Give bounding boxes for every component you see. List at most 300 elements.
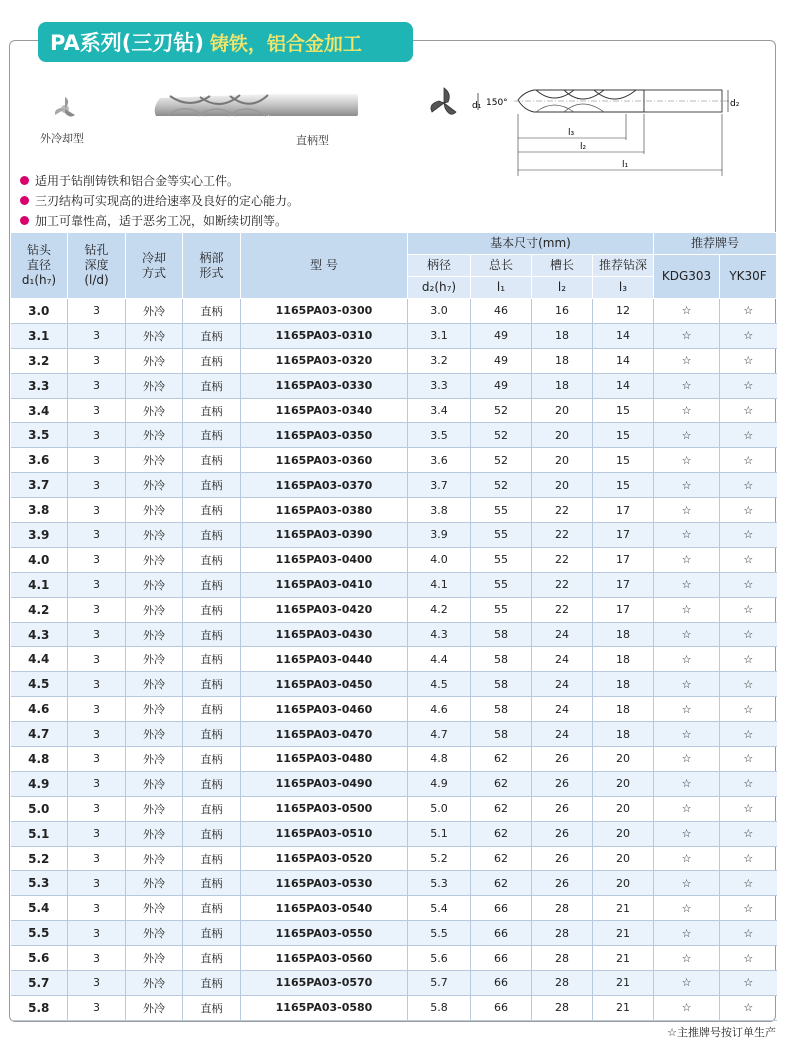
table-row bbox=[11, 448, 777, 473]
depth-cell: 3 bbox=[68, 622, 126, 647]
model-cell: 1165PA03-0400 bbox=[241, 547, 408, 572]
l1-cell: 58 bbox=[471, 722, 532, 747]
shank-dia-cell: 5.5 bbox=[408, 921, 471, 946]
l3-label: l₃ bbox=[568, 128, 575, 138]
shank-type-cell: 直柄 bbox=[183, 473, 241, 498]
l3-cell: 14 bbox=[593, 373, 654, 398]
grade2-cell: ☆ bbox=[720, 871, 777, 896]
model-cell: 1165PA03-0350 bbox=[241, 423, 408, 448]
table-row bbox=[11, 871, 777, 896]
l1-cell: 62 bbox=[471, 871, 532, 896]
table-row bbox=[11, 423, 777, 448]
l2-cell: 26 bbox=[532, 871, 593, 896]
model-cell: 1165PA03-0320 bbox=[241, 348, 408, 373]
table-row bbox=[11, 299, 777, 324]
l3-cell: 18 bbox=[593, 622, 654, 647]
shank-dia-cell: 5.7 bbox=[408, 971, 471, 996]
l1-cell: 66 bbox=[471, 971, 532, 996]
d1-cell: 3.6 bbox=[11, 448, 68, 473]
grade2-cell: ☆ bbox=[720, 622, 777, 647]
l2-cell: 28 bbox=[532, 971, 593, 996]
grade1-cell: ☆ bbox=[654, 473, 720, 498]
shank-type-cell: 直柄 bbox=[183, 896, 241, 921]
l2-cell: 18 bbox=[532, 348, 593, 373]
d1-cell: 4.2 bbox=[11, 597, 68, 622]
feature-item: 三刃结构可实现高的进给速率及良好的定心能力。 bbox=[20, 190, 299, 210]
l1-cell: 58 bbox=[471, 622, 532, 647]
shank-dia-cell: 5.4 bbox=[408, 896, 471, 921]
col-header-l2-sym: l₂ bbox=[532, 277, 593, 299]
shank-type-cell: 直柄 bbox=[183, 995, 241, 1020]
d1-cell: 4.6 bbox=[11, 697, 68, 722]
cooling-cell: 外冷 bbox=[126, 473, 183, 498]
table-row bbox=[11, 971, 777, 996]
cooling-cell: 外冷 bbox=[126, 523, 183, 548]
d1-cell: 5.0 bbox=[11, 796, 68, 821]
l1-cell: 55 bbox=[471, 523, 532, 548]
grade1-cell: ☆ bbox=[654, 423, 720, 448]
l2-cell: 16 bbox=[532, 299, 593, 324]
d1-cell: 3.7 bbox=[11, 473, 68, 498]
shank-type-cell: 直柄 bbox=[183, 448, 241, 473]
col-header-basic-dims: 基本尺寸(mm) bbox=[408, 233, 654, 255]
depth-cell: 3 bbox=[68, 448, 126, 473]
cooling-cell: 外冷 bbox=[126, 597, 183, 622]
table-row bbox=[11, 348, 777, 373]
l1-cell: 62 bbox=[471, 747, 532, 772]
table-row bbox=[11, 597, 777, 622]
table-row bbox=[11, 523, 777, 548]
shank-dia-cell: 3.2 bbox=[408, 348, 471, 373]
shank-dia-cell: 5.2 bbox=[408, 846, 471, 871]
shank-type-cell: 直柄 bbox=[183, 647, 241, 672]
d1-cell: 5.8 bbox=[11, 995, 68, 1020]
shank-dia-cell: 3.1 bbox=[408, 323, 471, 348]
l1-cell: 62 bbox=[471, 846, 532, 871]
model-cell: 1165PA03-0300 bbox=[241, 299, 408, 324]
d1-cell: 3.3 bbox=[11, 373, 68, 398]
shank-type-cell: 直柄 bbox=[183, 348, 241, 373]
table-row bbox=[11, 572, 777, 597]
shank-type-cell: 直柄 bbox=[183, 572, 241, 597]
feature-item: 加工可靠性高，适于恶劣工况，如断续切削等。 bbox=[20, 210, 299, 230]
table-row bbox=[11, 547, 777, 572]
depth-cell: 3 bbox=[68, 597, 126, 622]
grade1-cell: ☆ bbox=[654, 896, 720, 921]
l1-cell: 58 bbox=[471, 697, 532, 722]
table-row bbox=[11, 771, 777, 796]
l2-cell: 24 bbox=[532, 722, 593, 747]
shank-dia-cell: 5.1 bbox=[408, 821, 471, 846]
cooling-cell: 外冷 bbox=[126, 398, 183, 423]
d1-cell: 4.8 bbox=[11, 747, 68, 772]
l3-cell: 15 bbox=[593, 398, 654, 423]
l2-cell: 22 bbox=[532, 523, 593, 548]
model-cell: 1165PA03-0560 bbox=[241, 946, 408, 971]
model-cell: 1165PA03-0440 bbox=[241, 647, 408, 672]
shank-type-cell: 直柄 bbox=[183, 398, 241, 423]
l2-cell: 26 bbox=[532, 846, 593, 871]
table-row bbox=[11, 796, 777, 821]
depth-cell: 3 bbox=[68, 946, 126, 971]
model-cell: 1165PA03-0420 bbox=[241, 597, 408, 622]
table-row bbox=[11, 672, 777, 697]
l2-cell: 24 bbox=[532, 622, 593, 647]
shank-type-cell: 直柄 bbox=[183, 672, 241, 697]
depth-cell: 3 bbox=[68, 672, 126, 697]
grade1-cell: ☆ bbox=[654, 846, 720, 871]
l2-cell: 24 bbox=[532, 647, 593, 672]
d1-cell: 4.7 bbox=[11, 722, 68, 747]
l3-cell: 20 bbox=[593, 821, 654, 846]
grade2-cell: ☆ bbox=[720, 473, 777, 498]
shank-dia-cell: 4.6 bbox=[408, 697, 471, 722]
depth-cell: 3 bbox=[68, 722, 126, 747]
d1-cell: 5.4 bbox=[11, 896, 68, 921]
col-header-shank-dia-sym: d₂(h₇) bbox=[408, 277, 471, 299]
grade1-cell: ☆ bbox=[654, 921, 720, 946]
model-cell: 1165PA03-0380 bbox=[241, 498, 408, 523]
l1-cell: 66 bbox=[471, 896, 532, 921]
d1-cell: 4.5 bbox=[11, 672, 68, 697]
shank-dia-cell: 3.7 bbox=[408, 473, 471, 498]
l1-cell: 58 bbox=[471, 647, 532, 672]
grade1-cell: ☆ bbox=[654, 971, 720, 996]
bullet-dot-icon bbox=[20, 176, 29, 185]
grade2-cell: ☆ bbox=[720, 572, 777, 597]
cooling-cell: 外冷 bbox=[126, 323, 183, 348]
grade2-cell: ☆ bbox=[720, 373, 777, 398]
d1-cell: 4.3 bbox=[11, 622, 68, 647]
depth-cell: 3 bbox=[68, 697, 126, 722]
grade2-cell: ☆ bbox=[720, 722, 777, 747]
shank-dia-cell: 3.5 bbox=[408, 423, 471, 448]
d1-cell: 5.6 bbox=[11, 946, 68, 971]
model-cell: 1165PA03-0470 bbox=[241, 722, 408, 747]
grade2-cell: ☆ bbox=[720, 971, 777, 996]
l2-cell: 22 bbox=[532, 498, 593, 523]
page-subtitle: 铸铁，铝合金加工 bbox=[209, 32, 362, 55]
d1-cell: 5.5 bbox=[11, 921, 68, 946]
shank-type-cell: 直柄 bbox=[183, 946, 241, 971]
cooling-cell: 外冷 bbox=[126, 498, 183, 523]
grade1-cell: ☆ bbox=[654, 747, 720, 772]
grade1-cell: ☆ bbox=[654, 547, 720, 572]
l2-cell: 20 bbox=[532, 423, 593, 448]
grade1-cell: ☆ bbox=[654, 995, 720, 1020]
l2-cell: 18 bbox=[532, 373, 593, 398]
d1-cell: 4.0 bbox=[11, 547, 68, 572]
l3-cell: 12 bbox=[593, 299, 654, 324]
grade2-cell: ☆ bbox=[720, 896, 777, 921]
l3-cell: 18 bbox=[593, 647, 654, 672]
d1-cell: 3.4 bbox=[11, 398, 68, 423]
grade2-cell: ☆ bbox=[720, 547, 777, 572]
col-header-flute-len: 槽长 bbox=[532, 255, 593, 277]
cooling-cell: 外冷 bbox=[126, 647, 183, 672]
model-cell: 1165PA03-0460 bbox=[241, 697, 408, 722]
grade1-cell: ☆ bbox=[654, 597, 720, 622]
shank-dia-cell: 4.1 bbox=[408, 572, 471, 597]
shank-type-cell: 直柄 bbox=[183, 871, 241, 896]
l3-cell: 18 bbox=[593, 672, 654, 697]
col-header-cooling: 冷却 方式 bbox=[126, 233, 183, 299]
col-header-shank-dia: 柄径 bbox=[408, 255, 471, 277]
grade1-cell: ☆ bbox=[654, 871, 720, 896]
col-header-grade: 推荐牌号 bbox=[654, 233, 777, 255]
l3-cell: 18 bbox=[593, 722, 654, 747]
l2-cell: 28 bbox=[532, 921, 593, 946]
shank-dia-cell: 5.6 bbox=[408, 946, 471, 971]
grade2-cell: ☆ bbox=[720, 597, 777, 622]
cooling-cell: 外冷 bbox=[126, 747, 183, 772]
shank-dia-cell: 3.0 bbox=[408, 299, 471, 324]
l3-cell: 18 bbox=[593, 697, 654, 722]
l3-cell: 17 bbox=[593, 572, 654, 597]
shank-dia-cell: 3.9 bbox=[408, 523, 471, 548]
l3-cell: 20 bbox=[593, 871, 654, 896]
shank-type-cell: 直柄 bbox=[183, 971, 241, 996]
l1-cell: 62 bbox=[471, 821, 532, 846]
model-cell: 1165PA03-0330 bbox=[241, 373, 408, 398]
table-row bbox=[11, 995, 777, 1020]
l1-cell: 62 bbox=[471, 771, 532, 796]
cooling-cell: 外冷 bbox=[126, 921, 183, 946]
l2-cell: 28 bbox=[532, 995, 593, 1020]
table-row bbox=[11, 622, 777, 647]
shank-type-cell: 直柄 bbox=[183, 547, 241, 572]
cooling-cell: 外冷 bbox=[126, 373, 183, 398]
shank-type-cell: 直柄 bbox=[183, 722, 241, 747]
depth-cell: 3 bbox=[68, 572, 126, 597]
depth-cell: 3 bbox=[68, 896, 126, 921]
shank-dia-cell: 4.9 bbox=[408, 771, 471, 796]
d1-cell: 3.1 bbox=[11, 323, 68, 348]
l3-cell: 15 bbox=[593, 423, 654, 448]
l1-cell: 58 bbox=[471, 672, 532, 697]
grade1-cell: ☆ bbox=[654, 448, 720, 473]
depth-cell: 3 bbox=[68, 821, 126, 846]
grade2-cell: ☆ bbox=[720, 946, 777, 971]
d1-cell: 4.9 bbox=[11, 771, 68, 796]
shank-type-cell: 直柄 bbox=[183, 747, 241, 772]
grade2-cell: ☆ bbox=[720, 423, 777, 448]
grade2-cell: ☆ bbox=[720, 348, 777, 373]
l2-cell: 26 bbox=[532, 747, 593, 772]
l2-cell: 22 bbox=[532, 572, 593, 597]
d1-cell: 5.3 bbox=[11, 871, 68, 896]
grade2-cell: ☆ bbox=[720, 523, 777, 548]
model-cell: 1165PA03-0550 bbox=[241, 921, 408, 946]
l3-cell: 20 bbox=[593, 747, 654, 772]
l1-cell: 66 bbox=[471, 921, 532, 946]
cooling-cell: 外冷 bbox=[126, 846, 183, 871]
grade1-cell: ☆ bbox=[654, 796, 720, 821]
grade2-cell: ☆ bbox=[720, 747, 777, 772]
l3-cell: 14 bbox=[593, 348, 654, 373]
l1-cell: 49 bbox=[471, 348, 532, 373]
shank-type-cell: 直柄 bbox=[183, 299, 241, 324]
shank-type-cell: 直柄 bbox=[183, 498, 241, 523]
grade1-cell: ☆ bbox=[654, 373, 720, 398]
title-banner bbox=[38, 22, 413, 62]
table-row bbox=[11, 946, 777, 971]
depth-cell: 3 bbox=[68, 846, 126, 871]
cooling-cell: 外冷 bbox=[126, 448, 183, 473]
col-header-d1: 钻头 直径 d₁(h₇) bbox=[11, 233, 68, 299]
model-cell: 1165PA03-0510 bbox=[241, 821, 408, 846]
cooling-cell: 外冷 bbox=[126, 348, 183, 373]
shank-dia-cell: 4.8 bbox=[408, 747, 471, 772]
l3-cell: 21 bbox=[593, 896, 654, 921]
shank-type-cell: 直柄 bbox=[183, 771, 241, 796]
l2-cell: 26 bbox=[532, 771, 593, 796]
grade2-cell: ☆ bbox=[720, 995, 777, 1020]
l3-cell: 20 bbox=[593, 771, 654, 796]
footnote: ☆主推牌号按订单生产 bbox=[667, 1026, 776, 1039]
d1-cell: 3.0 bbox=[11, 299, 68, 324]
l3-cell: 20 bbox=[593, 796, 654, 821]
drill-product-image bbox=[150, 80, 365, 130]
bullet-dot-icon bbox=[20, 196, 29, 205]
d1-cell: 4.4 bbox=[11, 647, 68, 672]
shank-type-cell: 直柄 bbox=[183, 523, 241, 548]
col-header-overall-len: 总长 bbox=[471, 255, 532, 277]
d1-cell: 4.1 bbox=[11, 572, 68, 597]
l2-cell: 26 bbox=[532, 796, 593, 821]
l3-cell: 17 bbox=[593, 523, 654, 548]
grade2-cell: ☆ bbox=[720, 672, 777, 697]
grade1-cell: ☆ bbox=[654, 647, 720, 672]
shank-type-cell: 直柄 bbox=[183, 846, 241, 871]
shank-type-cell: 直柄 bbox=[183, 323, 241, 348]
col-header-shank-type: 柄部 形式 bbox=[183, 233, 241, 299]
grade2-cell: ☆ bbox=[720, 448, 777, 473]
l2-cell: 22 bbox=[532, 547, 593, 572]
grade2-cell: ☆ bbox=[720, 697, 777, 722]
l3-cell: 20 bbox=[593, 846, 654, 871]
shank-dia-cell: 4.5 bbox=[408, 672, 471, 697]
model-cell: 1165PA03-0450 bbox=[241, 672, 408, 697]
depth-cell: 3 bbox=[68, 771, 126, 796]
table-row bbox=[11, 821, 777, 846]
grade2-cell: ☆ bbox=[720, 771, 777, 796]
shank-dia-cell: 3.4 bbox=[408, 398, 471, 423]
l2-cell: 20 bbox=[532, 473, 593, 498]
grade1-cell: ☆ bbox=[654, 348, 720, 373]
shank-dia-cell: 3.6 bbox=[408, 448, 471, 473]
l1-cell: 55 bbox=[471, 572, 532, 597]
spec-table-body bbox=[11, 299, 777, 1021]
l2-cell: 28 bbox=[532, 946, 593, 971]
table-row bbox=[11, 647, 777, 672]
l1-cell: 52 bbox=[471, 423, 532, 448]
l1-cell: 55 bbox=[471, 597, 532, 622]
model-cell: 1165PA03-0480 bbox=[241, 747, 408, 772]
l2-cell: 24 bbox=[532, 697, 593, 722]
grade1-cell: ☆ bbox=[654, 672, 720, 697]
l3-cell: 15 bbox=[593, 448, 654, 473]
model-cell: 1165PA03-0410 bbox=[241, 572, 408, 597]
table-row bbox=[11, 722, 777, 747]
model-cell: 1165PA03-0390 bbox=[241, 523, 408, 548]
table-row bbox=[11, 498, 777, 523]
l1-cell: 66 bbox=[471, 995, 532, 1020]
l3-cell: 15 bbox=[593, 473, 654, 498]
spec-table bbox=[10, 232, 777, 1021]
depth-cell: 3 bbox=[68, 747, 126, 772]
shank-dia-cell: 4.3 bbox=[408, 622, 471, 647]
l2-cell: 20 bbox=[532, 398, 593, 423]
cooling-cell: 外冷 bbox=[126, 896, 183, 921]
grade2-cell: ☆ bbox=[720, 846, 777, 871]
grade2-cell: ☆ bbox=[720, 921, 777, 946]
l1-cell: 66 bbox=[471, 946, 532, 971]
shank-dia-cell: 4.4 bbox=[408, 647, 471, 672]
model-cell: 1165PA03-0500 bbox=[241, 796, 408, 821]
l1-cell: 55 bbox=[471, 547, 532, 572]
l1-cell: 52 bbox=[471, 448, 532, 473]
col-header-grade1: KDG303 bbox=[654, 255, 720, 299]
cooling-cell: 外冷 bbox=[126, 796, 183, 821]
depth-cell: 3 bbox=[68, 871, 126, 896]
depth-cell: 3 bbox=[68, 398, 126, 423]
shank-dia-cell: 3.8 bbox=[408, 498, 471, 523]
model-cell: 1165PA03-0530 bbox=[241, 871, 408, 896]
model-cell: 1165PA03-0540 bbox=[241, 896, 408, 921]
shank-dia-cell: 4.2 bbox=[408, 597, 471, 622]
shank-type-cell: 直柄 bbox=[183, 697, 241, 722]
cooling-cell: 外冷 bbox=[126, 946, 183, 971]
cooling-cell: 外冷 bbox=[126, 299, 183, 324]
l1-label: l₁ bbox=[622, 160, 629, 170]
l2-label: l₂ bbox=[580, 142, 587, 152]
depth-cell: 3 bbox=[68, 971, 126, 996]
depth-cell: 3 bbox=[68, 473, 126, 498]
depth-cell: 3 bbox=[68, 498, 126, 523]
feature-list bbox=[20, 170, 299, 230]
cooling-cell: 外冷 bbox=[126, 771, 183, 796]
l3-cell: 14 bbox=[593, 323, 654, 348]
col-header-l3-sym: l₃ bbox=[593, 277, 654, 299]
grade2-cell: ☆ bbox=[720, 647, 777, 672]
model-cell: 1165PA03-0490 bbox=[241, 771, 408, 796]
cooling-cell: 外冷 bbox=[126, 672, 183, 697]
grade2-cell: ☆ bbox=[720, 498, 777, 523]
l2-cell: 22 bbox=[532, 597, 593, 622]
coolant-type-caption: 外冷却型 bbox=[40, 132, 84, 145]
table-row bbox=[11, 398, 777, 423]
grade1-cell: ☆ bbox=[654, 398, 720, 423]
cooling-cell: 外冷 bbox=[126, 697, 183, 722]
l2-cell: 26 bbox=[532, 821, 593, 846]
depth-cell: 3 bbox=[68, 921, 126, 946]
table-row bbox=[11, 921, 777, 946]
l3-cell: 17 bbox=[593, 498, 654, 523]
grade2-cell: ☆ bbox=[720, 796, 777, 821]
shank-type-cell: 直柄 bbox=[183, 423, 241, 448]
col-header-grade2: YK30F bbox=[720, 255, 777, 299]
shank-type-cell: 直柄 bbox=[183, 796, 241, 821]
d1-cell: 3.8 bbox=[11, 498, 68, 523]
cooling-cell: 外冷 bbox=[126, 971, 183, 996]
d1-cell: 5.7 bbox=[11, 971, 68, 996]
table-row bbox=[11, 373, 777, 398]
model-cell: 1165PA03-0570 bbox=[241, 971, 408, 996]
l3-cell: 21 bbox=[593, 995, 654, 1020]
table-row bbox=[11, 323, 777, 348]
depth-cell: 3 bbox=[68, 796, 126, 821]
